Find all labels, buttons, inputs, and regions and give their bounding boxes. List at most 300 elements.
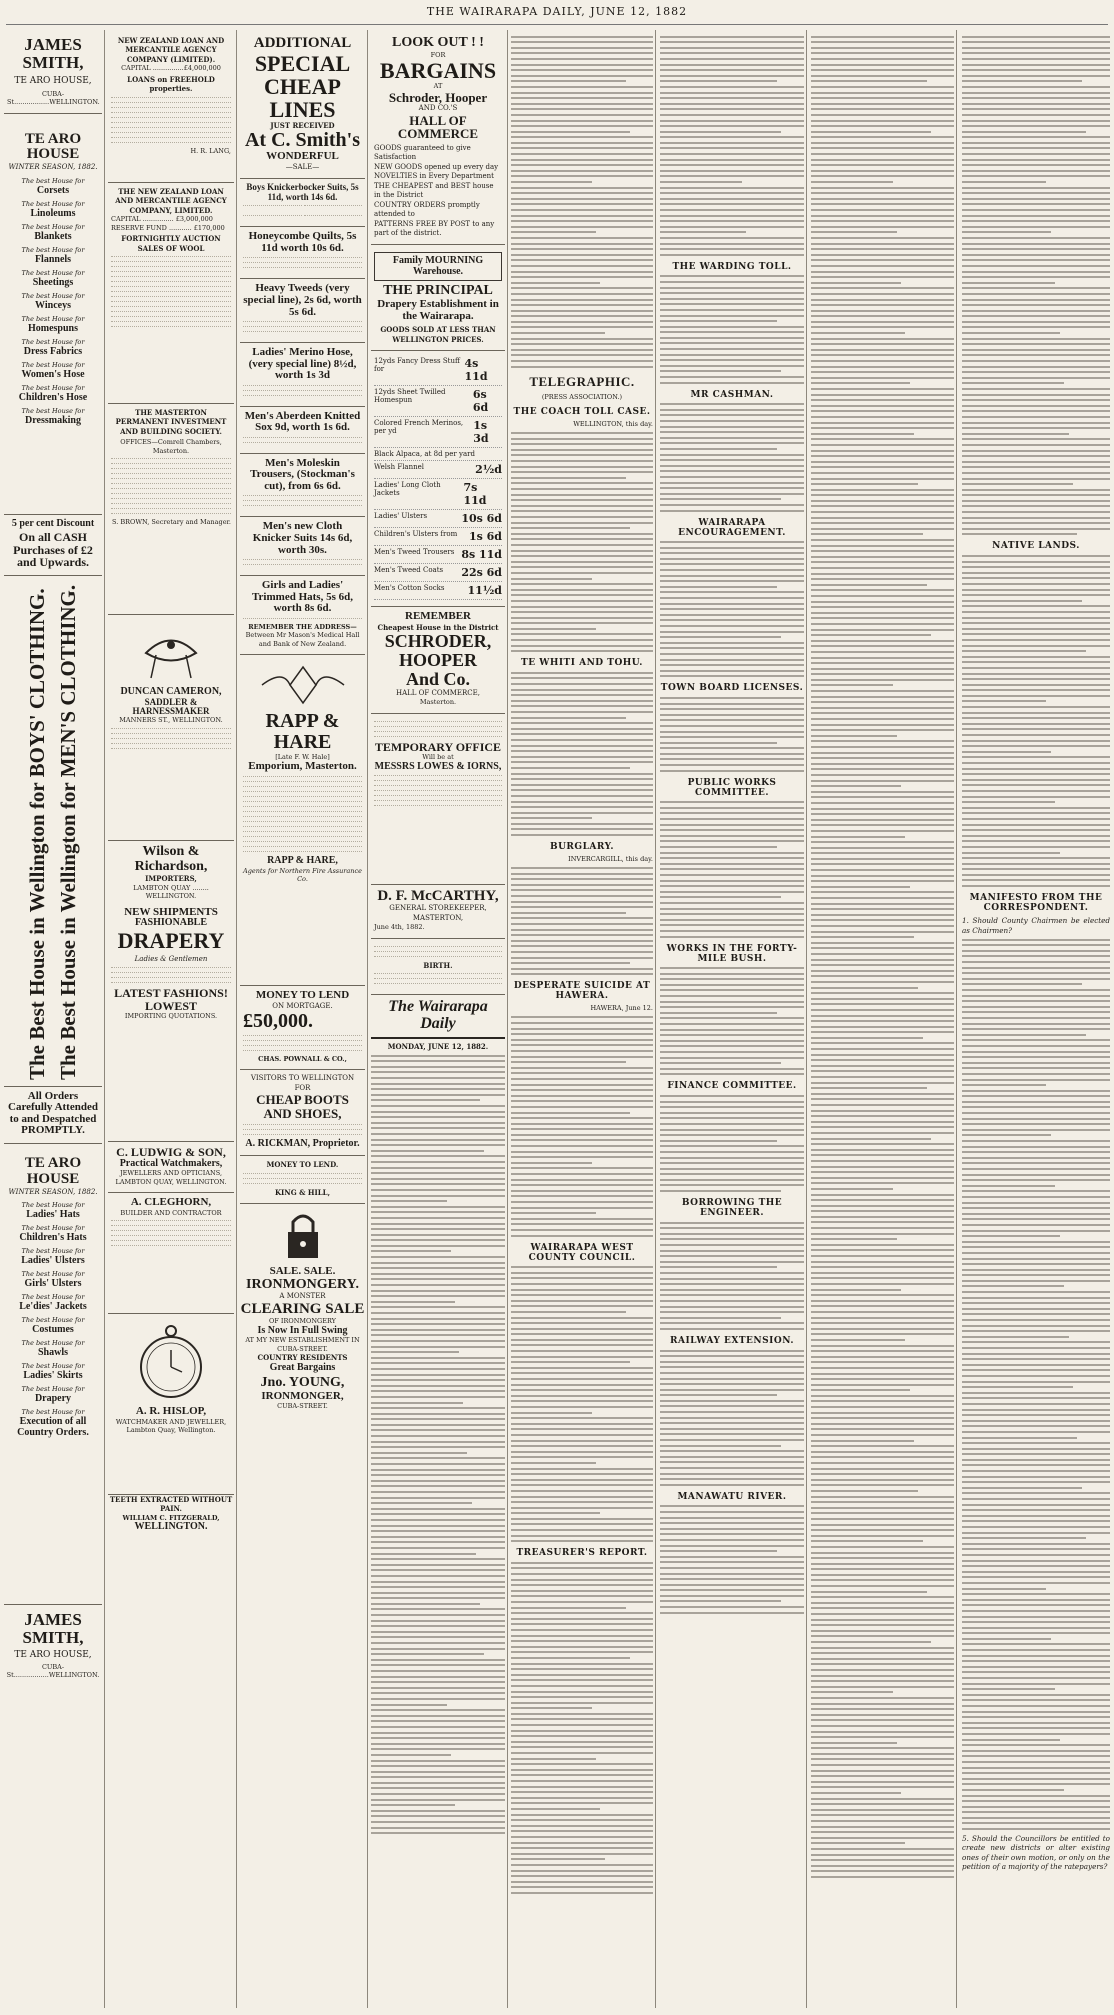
text-line [660, 597, 804, 599]
text-line [811, 1518, 954, 1520]
text-line [660, 591, 804, 593]
column-6-text-top [660, 36, 804, 256]
masthead-rule [6, 24, 1108, 25]
text-line [660, 498, 781, 500]
text-line [511, 192, 653, 194]
text-line [962, 1487, 1082, 1489]
native-lands-text [962, 555, 1110, 887]
text-line [511, 1095, 653, 1097]
list-item: Blankets [34, 230, 72, 242]
text-line [660, 153, 804, 155]
text-line [660, 326, 804, 328]
text-line [660, 1484, 804, 1486]
text-line [660, 181, 742, 183]
text-line [962, 667, 1110, 669]
text-line [660, 1006, 804, 1008]
text-line [962, 293, 1110, 295]
text-line [962, 1341, 1110, 1343]
text-line [962, 511, 1110, 513]
text-line [371, 1206, 505, 1208]
text-line [511, 1072, 653, 1074]
text-line [811, 131, 931, 133]
text-line [962, 259, 1110, 261]
list-label: The best House for [21, 176, 85, 185]
text-line [962, 561, 1110, 563]
list-item: Ladies' Skirts [23, 1369, 83, 1381]
text-line [962, 1453, 1110, 1455]
text-line [371, 1748, 505, 1750]
text-line [371, 1340, 505, 1342]
monster: A MONSTER [279, 1292, 326, 1301]
text-line [962, 483, 1073, 485]
text-line [811, 1770, 954, 1772]
text-line [660, 852, 804, 854]
text-line [962, 108, 1110, 110]
text-line [811, 181, 893, 183]
text-line [660, 1162, 804, 1164]
text-line [811, 433, 914, 435]
goods-sold: GOODS SOLD AT LESS THAN WELLINGTON PRICES. [380, 325, 496, 344]
column-7 [962, 32, 1110, 2008]
text-line [811, 998, 954, 1000]
text-line [962, 1140, 1110, 1142]
text-line [511, 600, 653, 602]
encouragement-heading: WAIRARAPA ENCOURAGEMENT. [678, 517, 786, 538]
ludwig-ad [108, 1142, 234, 1193]
column-rule [104, 30, 105, 2008]
ironmonger: IRONMONGER, [261, 1389, 344, 1402]
text-line [962, 1543, 1110, 1545]
text-line [660, 764, 804, 766]
text-line [660, 725, 804, 727]
text-line [511, 271, 653, 273]
text-line [511, 544, 653, 546]
te-aro-house-ad-2 [4, 1144, 102, 1605]
text-line [811, 746, 954, 748]
text-line [962, 1778, 1110, 1780]
text-line [371, 1513, 505, 1515]
text-line [660, 342, 804, 344]
text-line [811, 1199, 954, 1201]
text-line [660, 995, 804, 997]
text-line [511, 1864, 653, 1866]
mortgage: ON MORTGAGE. [272, 1001, 333, 1010]
smith-name: At C. Smith's [244, 129, 360, 152]
text-line [962, 215, 1110, 217]
text-line [660, 930, 804, 932]
text-line [660, 125, 804, 127]
text-line [371, 1217, 505, 1219]
toll-text [660, 275, 804, 383]
text-line [962, 717, 1110, 719]
text-line [962, 528, 1110, 530]
text-line [811, 399, 954, 401]
text-line [511, 1802, 653, 1804]
text-line [811, 1456, 954, 1458]
text-line [660, 1001, 804, 1003]
text-line [511, 304, 653, 306]
text-line [371, 1111, 505, 1113]
text-line [811, 321, 954, 323]
text-line [660, 1595, 804, 1597]
price-item: Ladies' Long Cloth Jackets [374, 481, 441, 498]
text-line [371, 1810, 505, 1812]
text-line [511, 231, 596, 233]
text-line [962, 818, 1110, 820]
text-line [660, 625, 804, 627]
at-label: AT [433, 82, 443, 91]
text-line [962, 332, 1060, 334]
text-line [511, 1173, 653, 1175]
list-item: Girls' Ulsters [24, 1277, 82, 1289]
text-line [811, 752, 954, 754]
whiti-text [511, 672, 653, 836]
text-line [511, 1623, 653, 1625]
list-item: Sheetings [32, 276, 74, 288]
text-line [660, 303, 804, 305]
text-line [371, 1782, 505, 1784]
text-line [811, 248, 954, 250]
text-line [660, 1612, 804, 1614]
text-line [371, 1385, 505, 1387]
text-line [660, 1173, 804, 1175]
text-line [962, 1291, 1110, 1293]
text-line [962, 622, 1110, 624]
text-line [511, 287, 653, 289]
text-line [511, 1573, 653, 1575]
text-line [511, 1039, 653, 1041]
capital: CAPITAL ...............£4,000,000 [121, 64, 221, 73]
watchmakers: Practical Watchmakers, [119, 1157, 223, 1169]
text-line [371, 1318, 505, 1320]
text-line [660, 1233, 804, 1235]
text-line [511, 1886, 653, 1888]
hislop-name: A. R. HISLOP, [135, 1404, 207, 1417]
text-line [511, 1167, 653, 1169]
saddler-title: SADDLER & HARNESSMAKER [132, 696, 210, 716]
james-smith-ad-bottom [4, 1605, 102, 1680]
nz-loan-title: NEW ZEALAND LOAN AND MERCANTILE AGENCY COMPANY (LIMITED). [117, 36, 225, 64]
text-line [811, 371, 954, 373]
advertiser-name-bottom: JAMES SMITH, [22, 1610, 84, 1647]
text-line [371, 1592, 505, 1594]
text-line [371, 1536, 505, 1538]
text-line [660, 1522, 804, 1524]
text-line [511, 159, 653, 161]
text-line [962, 773, 1110, 775]
text-line [811, 1652, 954, 1654]
text-line [660, 1157, 804, 1159]
text-line [811, 494, 954, 496]
price-item: Black Alpaca, at 8d per yard [374, 450, 475, 459]
text-line [660, 924, 804, 926]
text-line [962, 555, 1110, 557]
text-line [371, 1295, 505, 1297]
text-line [511, 1730, 653, 1732]
text-line [962, 1437, 1077, 1439]
text-line [811, 1065, 954, 1067]
text-line [660, 442, 804, 444]
text-line [511, 817, 592, 819]
text-line [511, 164, 653, 166]
text-line [660, 902, 804, 904]
text-line [811, 338, 954, 340]
crest-illustration [258, 663, 348, 707]
text-line [511, 1451, 653, 1453]
editorial-text [371, 1055, 505, 1835]
text-line [962, 1688, 1055, 1690]
text-line [811, 1591, 927, 1593]
text-line [660, 978, 804, 980]
text-line [962, 1481, 1110, 1483]
text-line [962, 1772, 1110, 1774]
text-line [660, 192, 804, 194]
text-line [660, 1266, 777, 1268]
loans-heading: LOANS on FREEHOLD properties. [127, 74, 215, 94]
text-line [962, 1274, 1110, 1276]
text-line [811, 1031, 954, 1033]
text-line [962, 1213, 1110, 1215]
text-line [962, 840, 1110, 842]
text-line [511, 103, 653, 105]
text-line [811, 1104, 954, 1106]
dentist-ad [108, 1495, 234, 1533]
text-line [811, 1244, 954, 1246]
text-line [660, 487, 804, 489]
text-line [660, 1289, 804, 1291]
text-line [660, 170, 804, 172]
text-line [811, 679, 954, 681]
text-line [811, 612, 954, 614]
text-line [371, 1094, 505, 1096]
text-line [511, 1707, 592, 1709]
price-row [374, 582, 502, 600]
text-line [811, 1110, 954, 1112]
text-line [811, 1205, 954, 1207]
text-line [962, 1504, 1110, 1506]
text-line [511, 1333, 653, 1335]
text-line [511, 259, 653, 261]
text-line [811, 1635, 954, 1637]
text-line [660, 731, 804, 733]
text-line [811, 1809, 954, 1811]
text-line [811, 757, 954, 759]
text-line [811, 1249, 954, 1251]
text-line [811, 796, 954, 798]
boys-clothing: The Best House in Wellington for BOYS' CLOTHING. [25, 588, 49, 1080]
text-line [962, 1129, 1110, 1131]
pownall: CHAS. POWNALL & CO., [258, 1055, 347, 1064]
text-line [660, 1567, 804, 1569]
text-line [511, 711, 653, 713]
text-line [811, 1490, 918, 1492]
question-1: 1. Should County Chairmen be elected as Chairmen? [962, 916, 1110, 935]
duncan-address: MANNERS ST., WELLINGTON. [119, 716, 223, 725]
text-line [371, 1508, 505, 1510]
text-line [511, 454, 653, 456]
issue-date: MONDAY, JUNE 12, 1882. [387, 1041, 489, 1051]
text-line [511, 153, 653, 155]
text-line [511, 108, 653, 110]
text-line [811, 75, 954, 77]
text-line [371, 1435, 505, 1437]
text-line [811, 1054, 954, 1056]
text-line [660, 1422, 804, 1424]
text-line [660, 1238, 804, 1240]
text-line [371, 1787, 505, 1789]
list-item: Winceys [35, 299, 71, 311]
text-line [660, 1129, 804, 1131]
text-line [811, 780, 954, 782]
drapery: DRAPERY [117, 927, 225, 953]
council-text [511, 1266, 653, 1542]
text-line [962, 1671, 1110, 1673]
text-line [811, 1294, 954, 1296]
text-line [511, 889, 653, 891]
text-line [962, 863, 1110, 865]
text-line [962, 1442, 1110, 1444]
text-line [962, 399, 1110, 401]
text-line [371, 1648, 505, 1650]
column-rule [236, 30, 237, 2008]
text-line [660, 1244, 804, 1246]
column-4 [371, 32, 505, 2008]
text-line [811, 1658, 954, 1660]
text-line [511, 761, 653, 763]
text-line [811, 992, 954, 994]
text-line [511, 1028, 653, 1030]
text-line [962, 1090, 1110, 1092]
goods-3: NOVELTIES in Every Department [374, 172, 494, 181]
text-line [811, 120, 954, 122]
text-line [511, 1629, 653, 1631]
text-line [371, 1547, 505, 1549]
new-shipments: NEW SHIPMENTS [124, 905, 218, 918]
text-line [811, 1725, 954, 1727]
text-line [811, 1289, 901, 1291]
text-line [511, 1139, 653, 1141]
text-line [811, 1188, 893, 1190]
text-line [511, 332, 605, 334]
text-line [511, 1758, 596, 1760]
forty-mile-text [660, 967, 804, 1075]
text-line [811, 668, 954, 670]
text-line [962, 1263, 1110, 1265]
text-line [962, 304, 1110, 306]
text-line [511, 41, 653, 43]
text-line [660, 493, 804, 495]
advertiser-name: JAMES SMITH, [22, 35, 84, 72]
text-line [511, 834, 653, 836]
text-line [660, 967, 804, 969]
text-line [811, 1143, 954, 1145]
text-line [811, 1535, 954, 1537]
text-line [962, 706, 1110, 708]
text-line [660, 1400, 804, 1402]
text-line [660, 187, 804, 189]
text-line [511, 349, 653, 351]
text-line [660, 36, 804, 38]
text-line [511, 1423, 653, 1425]
text-line [811, 919, 954, 921]
text-line [660, 1372, 804, 1374]
text-line [811, 1015, 954, 1017]
text-line [962, 1202, 1110, 1204]
text-line [511, 594, 653, 596]
text-line [811, 1177, 954, 1179]
cuba-street: CUBA-STREET. [277, 1402, 328, 1411]
text-line [811, 1400, 954, 1402]
text-line [511, 756, 653, 758]
list-item: Le'dies' Jackets [19, 1300, 87, 1312]
text-line [371, 1676, 505, 1678]
text-line [371, 1603, 480, 1605]
text-line [511, 1741, 653, 1743]
cleghorn-ad [108, 1193, 234, 1314]
text-line [511, 1724, 653, 1726]
text-line [660, 459, 804, 461]
column-rule [956, 30, 957, 2008]
text-line [811, 578, 954, 580]
text-line [811, 377, 954, 379]
text-line [511, 1501, 653, 1503]
text-line [811, 942, 954, 944]
money-2: MONEY TO LEND. [266, 1160, 339, 1170]
text-line [511, 1179, 653, 1181]
text-line [811, 287, 954, 289]
capital-2: CAPITAL ............... £3,000,000 [111, 215, 213, 224]
text-line [811, 1395, 954, 1397]
teeth-extracted: TEETH EXTRACTED WITHOUT PAIN. [109, 1494, 233, 1514]
padlock-illustration [283, 1208, 323, 1262]
text-line [511, 812, 653, 814]
text-line [962, 633, 1110, 635]
mourning: Family MOURNING Warehouse. [374, 252, 502, 281]
rapp-hare-bottom: RAPP & HARE, [267, 855, 338, 867]
text-line [511, 1367, 653, 1369]
bargains: BARGAINS [379, 58, 497, 84]
text-line [371, 1597, 505, 1599]
telegraphic-heading: TELEGRAPHIC. [529, 373, 635, 389]
text-line [511, 957, 653, 959]
text-line [962, 1358, 1110, 1360]
text-line [371, 1793, 505, 1795]
text-line [811, 47, 954, 49]
text-line [371, 1228, 505, 1230]
text-line [371, 1139, 505, 1141]
text-line [511, 583, 653, 585]
text-line [511, 494, 653, 496]
season-2: WINTER SEASON, 1882. [8, 1187, 98, 1196]
rapp-hare-sub: [Late F. W. Hale] [275, 753, 330, 762]
text-line [962, 1280, 1110, 1282]
rapp-hare-name: RAPP & HARE [265, 710, 340, 754]
text-line [962, 466, 1110, 468]
text-line [811, 869, 954, 871]
text-line [511, 739, 653, 741]
list-item: Drapery [34, 1392, 72, 1404]
text-line [962, 343, 1110, 345]
text-line [660, 482, 804, 484]
discount-heading: 5 per cent Discount [11, 517, 95, 529]
remember: REMEMBER [405, 610, 471, 623]
text-line [962, 120, 1110, 122]
text-line [660, 1134, 804, 1136]
text-line [511, 226, 653, 228]
text-line [660, 1450, 804, 1452]
text-line [962, 416, 1110, 418]
mens-clothing: The Best House in Wellington for MEN'S CLOTHING. [56, 584, 80, 1080]
